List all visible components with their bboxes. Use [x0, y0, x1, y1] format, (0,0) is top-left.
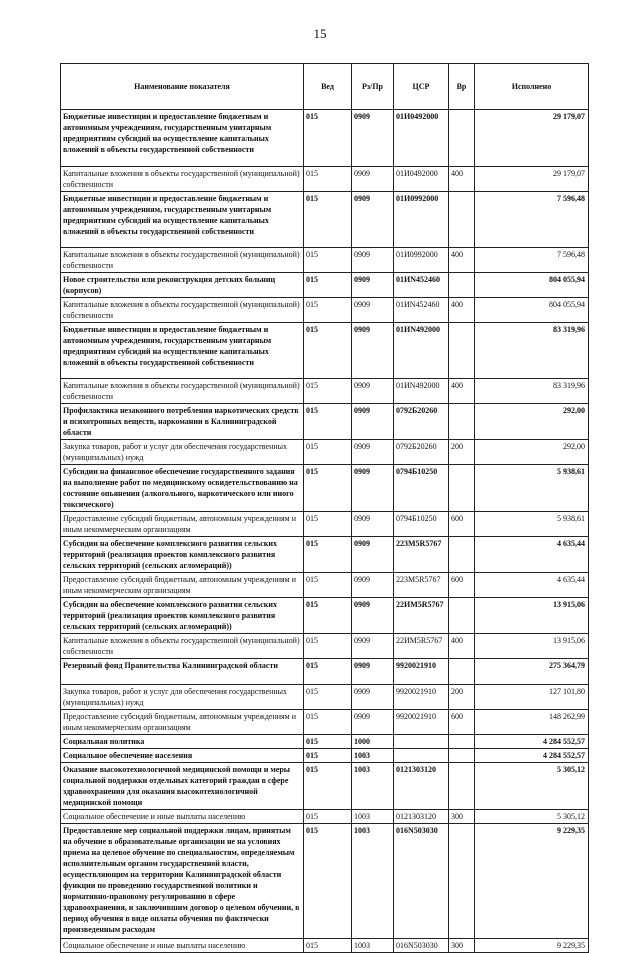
table-row — [61, 659, 589, 685]
cell-ved: 015 — [304, 824, 352, 939]
cell-value: 804 055,94 — [475, 273, 589, 298]
cell-vr: 600 — [449, 710, 475, 735]
cell-rzpr: 1003 — [352, 749, 394, 763]
cell-value: 292,00 — [475, 440, 589, 465]
cell-rzpr: 0909 — [352, 379, 394, 404]
cell-ved: 015 — [304, 323, 352, 379]
cell-csr: 01ИN452460 — [394, 298, 449, 323]
table-row — [61, 248, 589, 273]
cell-vr: 600 — [449, 512, 475, 537]
table-row — [61, 404, 589, 440]
cell-vr — [449, 598, 475, 634]
cell-name: Бюджетные инвестиции и предоставление бюджетным и автономным учреждениям, государственным унитарным предприятиям субсидий на осуществление капитальных вложений в объекты государственной собственности — [61, 110, 304, 167]
cell-vr — [449, 824, 475, 939]
cell-ved: 015 — [304, 939, 352, 953]
cell-csr: 016N503030 — [394, 939, 449, 953]
budget-table — [60, 63, 589, 953]
table-row — [61, 939, 589, 953]
cell-vr: 300 — [449, 939, 475, 953]
cell-value: 4 635,44 — [475, 573, 589, 598]
cell-value: 148 262,99 — [475, 710, 589, 735]
cell-value: 7 596,48 — [475, 192, 589, 248]
cell-value: 9 229,35 — [475, 939, 589, 953]
cell-ved: 015 — [304, 749, 352, 763]
cell-name: Закупка товаров, работ и услуг для обеспечения государственных (муниципальных) нужд — [61, 440, 304, 465]
cell-rzpr: 0909 — [352, 573, 394, 598]
header-rzpr: Рз/Пр — [352, 64, 394, 110]
cell-name: Капитальные вложения в объекты государственной (муниципальной) собственности — [61, 634, 304, 659]
cell-ved: 015 — [304, 598, 352, 634]
cell-csr: 01И0992000 — [394, 248, 449, 273]
header-name: Наименование показателя — [61, 64, 304, 110]
cell-vr: 400 — [449, 634, 475, 659]
table-row — [61, 323, 589, 379]
cell-csr: 016N503030 — [394, 824, 449, 939]
cell-value: 275 364,79 — [475, 659, 589, 685]
cell-csr: 0792Б20260 — [394, 404, 449, 440]
cell-rzpr: 0909 — [352, 710, 394, 735]
cell-vr: 200 — [449, 685, 475, 710]
table-row — [61, 749, 589, 763]
table-row — [61, 110, 589, 167]
table-row — [61, 298, 589, 323]
cell-ved: 015 — [304, 735, 352, 749]
cell-value: 5 305,12 — [475, 763, 589, 810]
cell-value: 83 319,96 — [475, 323, 589, 379]
cell-csr: 01ИN492000 — [394, 323, 449, 379]
cell-name: Новое строительство или реконструкция детских больниц (корпусов) — [61, 273, 304, 298]
table-row — [61, 465, 589, 512]
cell-vr: 400 — [449, 248, 475, 273]
cell-value: 5 938,61 — [475, 512, 589, 537]
header-csr: ЦСР — [394, 64, 449, 110]
cell-name: Профилактика незаконного потребления наркотических средств и психотропных веществ, наркомании в Калининградской области — [61, 404, 304, 440]
cell-ved: 015 — [304, 110, 352, 167]
cell-value: 29 179,07 — [475, 167, 589, 192]
table-row — [61, 273, 589, 298]
cell-vr: 400 — [449, 167, 475, 192]
cell-name: Оказание высокотехнологичной медицинской помощи и меры социальной поддержки отдельных категорий граждан в сфере здравоохранения для оказания высокотехнологичной медицинской помощи — [61, 763, 304, 810]
cell-name: Капитальные вложения в объекты государственной (муниципальной) собственности — [61, 167, 304, 192]
cell-csr: 01ИN492000 — [394, 379, 449, 404]
cell-ved: 015 — [304, 273, 352, 298]
table-row — [61, 824, 589, 939]
cell-value: 4 635,44 — [475, 537, 589, 573]
table-row — [61, 379, 589, 404]
cell-name: Социальное обеспечение и иные выплаты населению — [61, 810, 304, 824]
table-row — [61, 573, 589, 598]
cell-ved: 015 — [304, 512, 352, 537]
cell-csr: 01И0492000 — [394, 167, 449, 192]
cell-rzpr: 0909 — [352, 512, 394, 537]
cell-csr: 22ИМ5R5767 — [394, 598, 449, 634]
cell-value: 4 284 552,57 — [475, 749, 589, 763]
cell-rzpr: 0909 — [352, 659, 394, 685]
cell-csr — [394, 735, 449, 749]
cell-rzpr: 1003 — [352, 810, 394, 824]
cell-vr: 600 — [449, 573, 475, 598]
cell-rzpr: 0909 — [352, 110, 394, 167]
cell-csr: 9920021910 — [394, 710, 449, 735]
cell-ved: 015 — [304, 404, 352, 440]
cell-ved: 015 — [304, 440, 352, 465]
cell-name: Закупка товаров, работ и услуг для обеспечения государственных (муниципальных) нужд — [61, 685, 304, 710]
cell-vr — [449, 110, 475, 167]
cell-vr — [449, 404, 475, 440]
cell-name: Субсидии на обеспечение комплексного развития сельских территорий (реализация проектов комплексного развития сельских территорий (сельских агломераций)) — [61, 598, 304, 634]
cell-ved: 015 — [304, 248, 352, 273]
cell-name: Социальная политика — [61, 735, 304, 749]
cell-value: 13 915,06 — [475, 634, 589, 659]
table-row — [61, 537, 589, 573]
cell-vr — [449, 659, 475, 685]
cell-rzpr: 0909 — [352, 634, 394, 659]
cell-ved: 015 — [304, 379, 352, 404]
cell-value: 13 915,06 — [475, 598, 589, 634]
cell-vr — [449, 763, 475, 810]
table-row — [61, 440, 589, 465]
cell-ved: 015 — [304, 573, 352, 598]
cell-rzpr: 0909 — [352, 440, 394, 465]
page-number: 15 — [313, 26, 327, 41]
cell-csr: 22ИМ5R5767 — [394, 634, 449, 659]
cell-value: 292,00 — [475, 404, 589, 440]
cell-ved: 015 — [304, 659, 352, 685]
cell-name: Субсидии на финансовое обеспечение государственного задания на выполнение работ по медицинскому освидетельствованию на состояние опьянения (алкогольного, наркотического или иного токсического) — [61, 465, 304, 512]
cell-value: 804 055,94 — [475, 298, 589, 323]
cell-value: 5 305,12 — [475, 810, 589, 824]
cell-csr: 223M5R5767 — [394, 537, 449, 573]
cell-name: Бюджетные инвестиции и предоставление бюджетным и автономным учреждениям, государственным унитарным предприятиям субсидий на осуществление капитальных вложений в объекты государственной собственности — [61, 192, 304, 248]
cell-csr: 9920021910 — [394, 659, 449, 685]
cell-vr — [449, 192, 475, 248]
cell-name: Капитальные вложения в объекты государственной (муниципальной) собственности — [61, 298, 304, 323]
cell-rzpr: 1000 — [352, 735, 394, 749]
cell-rzpr: 1003 — [352, 824, 394, 939]
cell-vr — [449, 735, 475, 749]
cell-vr — [449, 323, 475, 379]
cell-ved: 015 — [304, 167, 352, 192]
cell-csr — [394, 749, 449, 763]
cell-vr: 200 — [449, 440, 475, 465]
cell-csr: 0794Б10250 — [394, 512, 449, 537]
cell-ved: 015 — [304, 710, 352, 735]
table-row — [61, 598, 589, 634]
cell-rzpr: 0909 — [352, 248, 394, 273]
cell-value: 9 229,35 — [475, 824, 589, 939]
cell-rzpr: 0909 — [352, 465, 394, 512]
cell-vr — [449, 749, 475, 763]
table-row — [61, 512, 589, 537]
cell-rzpr: 0909 — [352, 273, 394, 298]
cell-name: Бюджетные инвестиции и предоставление бюджетным и автономным учреждениям, государственным унитарным предприятиям субсидий на осуществление капитальных вложений в объекты государственной собственности — [61, 323, 304, 379]
cell-name: Предоставление мер социальной поддержки лицам, принятым на обучение в образовательные организации не на условиях приема на целевое обучение по специальностям, определяемым исполнительным органом государственной власти, осуществляющим на территории Калининградской области функции по проведению государственной политики и нормативно-правовому регулированию в сфере здравоохранения, и заключившим договор о целевом обучении, в период обучения в виде оплаты обучения по фактически произведенным расходам — [61, 824, 304, 939]
cell-value: 4 284 552,57 — [475, 735, 589, 749]
cell-rzpr: 0909 — [352, 598, 394, 634]
table-row — [61, 634, 589, 659]
cell-ved: 015 — [304, 465, 352, 512]
cell-csr: 0792Б20260 — [394, 440, 449, 465]
cell-vr: 400 — [449, 298, 475, 323]
cell-csr: 0121303120 — [394, 763, 449, 810]
header-ved: Вед — [304, 64, 352, 110]
cell-name: Предоставление субсидий бюджетным, автономным учреждениям и иным некоммерческим организациям — [61, 512, 304, 537]
cell-rzpr: 1003 — [352, 763, 394, 810]
cell-ved: 015 — [304, 763, 352, 810]
cell-csr: 0794Б10250 — [394, 465, 449, 512]
table-row — [61, 810, 589, 824]
table-row — [61, 735, 589, 749]
table-row — [61, 685, 589, 710]
cell-value: 7 596,48 — [475, 248, 589, 273]
cell-rzpr: 0909 — [352, 192, 394, 248]
cell-value: 127 101,80 — [475, 685, 589, 710]
cell-value: 83 319,96 — [475, 379, 589, 404]
cell-rzpr: 1003 — [352, 939, 394, 953]
cell-csr: 9920021910 — [394, 685, 449, 710]
cell-name: Социальное обеспечение и иные выплаты населению — [61, 939, 304, 953]
table-row — [61, 763, 589, 810]
table-header-row — [61, 64, 589, 110]
cell-vr — [449, 537, 475, 573]
cell-rzpr: 0909 — [352, 323, 394, 379]
cell-ved: 015 — [304, 298, 352, 323]
cell-name: Резервный фонд Правительства Калининградской области — [61, 659, 304, 685]
cell-ved: 015 — [304, 192, 352, 248]
cell-ved: 015 — [304, 634, 352, 659]
table-row — [61, 192, 589, 248]
cell-ved: 015 — [304, 537, 352, 573]
cell-rzpr: 0909 — [352, 298, 394, 323]
cell-rzpr: 0909 — [352, 537, 394, 573]
cell-csr: 01И0492000 — [394, 110, 449, 167]
header-value: Исполнено — [475, 64, 589, 110]
cell-rzpr: 0909 — [352, 404, 394, 440]
cell-vr: 300 — [449, 810, 475, 824]
table-row — [61, 710, 589, 735]
cell-name: Субсидии на обеспечение комплексного развития сельских территорий (реализация проектов комплексного развития сельских территорий (сельских агломераций)) — [61, 537, 304, 573]
header-vr: Вр — [449, 64, 475, 110]
table-row — [61, 167, 589, 192]
cell-value: 5 938,61 — [475, 465, 589, 512]
cell-ved: 015 — [304, 685, 352, 710]
cell-name: Социальное обеспечение населения — [61, 749, 304, 763]
cell-csr: 01ИN452460 — [394, 273, 449, 298]
cell-rzpr: 0909 — [352, 685, 394, 710]
cell-vr — [449, 273, 475, 298]
cell-csr: 01И0992000 — [394, 192, 449, 248]
cell-vr: 400 — [449, 379, 475, 404]
cell-vr — [449, 465, 475, 512]
cell-name: Предоставление субсидий бюджетным, автономным учреждениям и иным некоммерческим организациям — [61, 573, 304, 598]
cell-name: Капитальные вложения в объекты государственной (муниципальной) собственности — [61, 248, 304, 273]
cell-ved: 015 — [304, 810, 352, 824]
cell-value: 29 179,07 — [475, 110, 589, 167]
cell-rzpr: 0909 — [352, 167, 394, 192]
cell-name: Предоставление субсидий бюджетным, автономным учреждениям и иным некоммерческим организациям — [61, 710, 304, 735]
cell-csr: 223M5R5767 — [394, 573, 449, 598]
cell-csr: 0121303120 — [394, 810, 449, 824]
cell-name: Капитальные вложения в объекты государственной (муниципальной) собственности — [61, 379, 304, 404]
